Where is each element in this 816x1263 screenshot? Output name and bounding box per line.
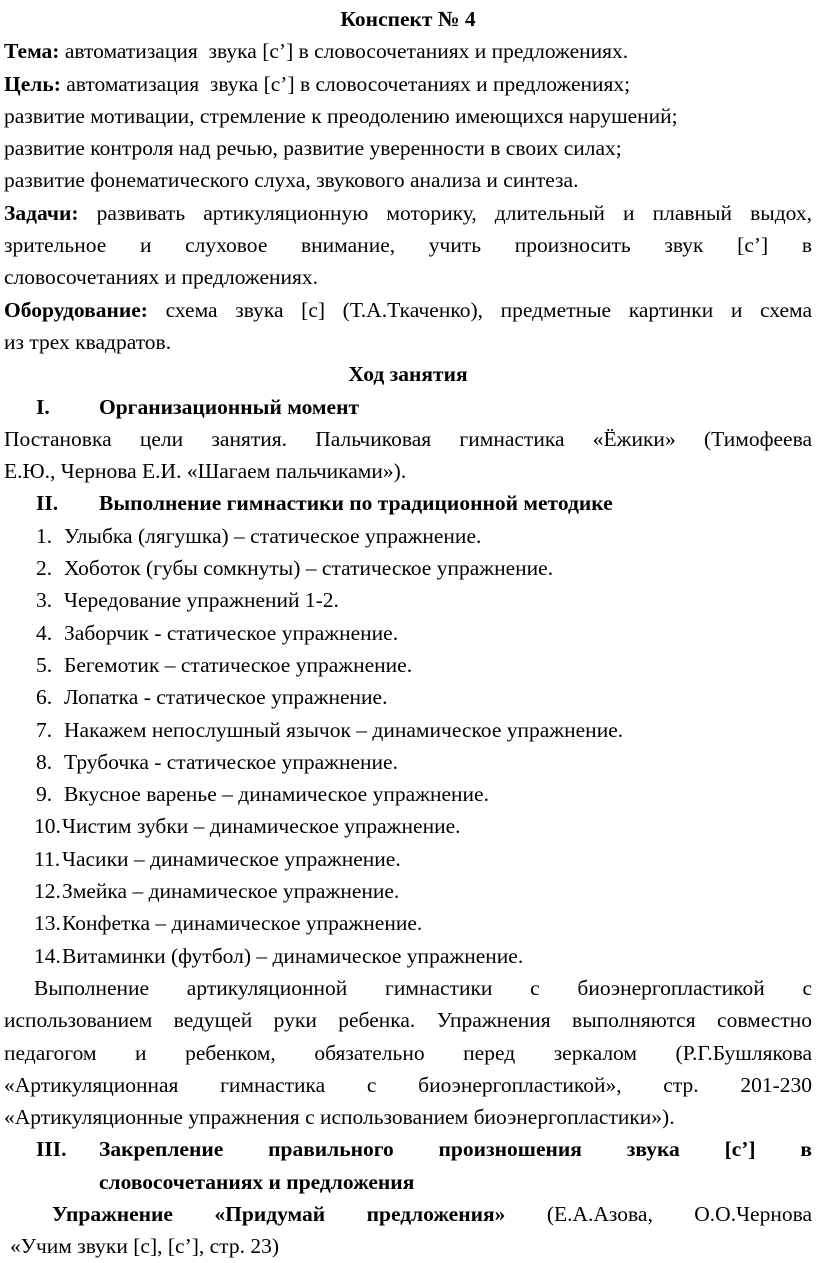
list-item-3 xyxy=(4,584,812,616)
list-marker: 12. xyxy=(34,879,61,904)
text-run-bold: Упражнение «Придумай предложения» xyxy=(52,1201,506,1226)
text-run: Улыбка (лягушка) – статическое упражнение. xyxy=(64,523,482,548)
list-marker: 4. xyxy=(36,620,53,645)
list-item-6 xyxy=(4,681,812,713)
text-run: зрительное и слуховое внимание, учить произносить звук [с’] в xyxy=(4,233,812,258)
text-run: развивать артикуляционную моторику, длительный и плавный выдох, xyxy=(78,200,812,225)
text-run: «Артикуляционная гимнастика с биоэнергопластикой», стр. 201-230 xyxy=(4,1072,812,1097)
list-marker: 11. xyxy=(34,846,61,871)
text-run: развитие контроля над речью, развитие уверенности в своих силах; xyxy=(4,136,622,161)
heading-numeral: I. xyxy=(36,394,50,419)
list-marker: 14. xyxy=(34,943,61,968)
heading-numeral: III. xyxy=(36,1137,67,1162)
heading-numeral: II. xyxy=(36,491,59,516)
heading-section-3-line-1 xyxy=(4,1133,812,1165)
para-zadachi-line-3 xyxy=(4,261,812,293)
text-run: Накажем непослушный язычок – динамическое упражнение. xyxy=(64,717,624,742)
list-item-1 xyxy=(4,520,812,552)
para-tsel-line-3 xyxy=(4,132,812,164)
text-run-bold: Конспект № 4 xyxy=(340,7,476,31)
text-run: схема звука [с] (Т.А.Ткаченко), предметные картинки и схема xyxy=(147,297,812,322)
text-run: автоматизация звука [с’] в словосочетаниях и предложениях. xyxy=(59,39,629,64)
text-run: (Е.А.Азова, О.О.Чернова xyxy=(505,1201,812,1226)
text-run-bold: Цель: xyxy=(4,71,61,96)
text-run: развитие мотивации, стремление к преодолению имеющихся нарушений; xyxy=(4,103,678,128)
text-run: из трех квадратов. xyxy=(4,329,172,354)
text-run-bold: Ход занятия xyxy=(348,362,468,387)
text-run: Выполнение артикуляционной гимнастики с биоэнергопластикой с xyxy=(34,975,812,1000)
text-run: Постановка цели занятия. Пальчиковая гимнастика «Ёжики» (Тимофеева xyxy=(4,426,812,451)
para-orgmoment-line-1 xyxy=(4,423,812,455)
section-title-hod-zanyatiya xyxy=(4,358,812,390)
list-marker: 13. xyxy=(34,911,61,936)
heading-section-2 xyxy=(4,487,812,519)
list-marker: 5. xyxy=(36,652,53,677)
text-run: использованием ведущей руки ребенка. Упражнения выполняются совместно xyxy=(4,1008,812,1033)
text-run: педагогом и ребенком, обязательно перед зеркалом (Р.Г.Бушлякова xyxy=(4,1040,812,1065)
text-run-bold: Закрепление правильного произношения звука [с’] в xyxy=(99,1137,812,1162)
text-run: Заборчик - статическое упражнение. xyxy=(64,620,399,645)
list-item-9 xyxy=(4,778,812,810)
text-run-bold: Тема: xyxy=(4,39,60,64)
text-run: Е.Ю., Чернова Е.И. «Шагаем пальчиками»). xyxy=(4,459,407,484)
para-oborudovanie-line-1 xyxy=(4,294,812,326)
text-run-bold: Задачи: xyxy=(4,200,79,225)
text-run: развитие фонематического слуха, звукового анализа и синтеза. xyxy=(4,168,579,193)
para-tema xyxy=(4,35,812,67)
list-item-11 xyxy=(4,843,812,875)
text-run: Чистим зубки – динамическое упражнение. xyxy=(62,814,461,839)
para-uprazhnenie-line-1 xyxy=(4,1198,812,1230)
list-marker: 2. xyxy=(36,556,53,581)
text-run: Часики – динамическое упражнение. xyxy=(62,846,401,871)
para-tsel-line-1 xyxy=(4,68,812,100)
heading-section-1 xyxy=(4,391,812,423)
para-oborudovanie-line-2 xyxy=(4,326,812,358)
list-item-4 xyxy=(4,617,812,649)
list-marker: 6. xyxy=(36,685,53,710)
list-item-10 xyxy=(4,810,812,842)
para-bioenergoplastika-line-5 xyxy=(4,1101,812,1133)
list-item-14 xyxy=(4,940,812,972)
para-zadachi-line-1 xyxy=(4,197,812,229)
text-run: Чередование упражнений 1-2. xyxy=(64,588,339,613)
text-run: словосочетаниях и предложениях. xyxy=(4,265,319,290)
para-tsel-line-4 xyxy=(4,164,812,196)
list-item-5 xyxy=(4,649,812,681)
text-run: Змейка – динамическое упражнение. xyxy=(62,879,400,904)
text-run-bold: словосочетаниях и предложения xyxy=(99,1169,415,1194)
text-run: Витаминки (футбол) – динамическое упражнение. xyxy=(62,943,524,968)
text-run: автоматизация звука [с’] в словосочетаниях и предложениях; xyxy=(60,71,631,96)
text-run: Хоботок (губы сомкнуты) – статическое упражнение. xyxy=(64,556,554,581)
list-marker: 3. xyxy=(36,588,53,613)
text-run-bold: Выполнение гимнастики по традиционной методике xyxy=(99,491,613,516)
para-bioenergoplastika-line-4 xyxy=(4,1069,812,1101)
text-run: Лопатка - статическое упражнение. xyxy=(64,685,388,710)
list-item-2 xyxy=(4,552,812,584)
list-marker: 7. xyxy=(36,717,53,742)
text-run: Бегемотик – статическое упражнение. xyxy=(64,652,413,677)
text-run: Трубочка - статическое упражнение. xyxy=(64,749,398,774)
text-run: Вкусное варенье – динамическое упражнение. xyxy=(64,782,489,807)
para-orgmoment-line-2 xyxy=(4,455,812,487)
list-item-7 xyxy=(4,714,812,746)
text-run: Конфетка – динамическое упражнение. xyxy=(62,911,423,936)
para-zadachi-line-2 xyxy=(4,229,812,261)
list-marker: 8. xyxy=(36,749,53,774)
para-bioenergoplastika-line-1 xyxy=(4,972,812,1004)
list-item-8 xyxy=(4,746,812,778)
list-marker: 9. xyxy=(36,782,53,807)
doc-title xyxy=(4,3,812,35)
text-run: «Учим звуки [с], [с’], стр. 23) xyxy=(10,1234,280,1259)
para-bioenergoplastika-line-3 xyxy=(4,1037,812,1069)
list-item-13 xyxy=(4,907,812,939)
list-marker: 1. xyxy=(36,523,53,548)
text-run-bold: Оборудование: xyxy=(4,297,148,322)
list-marker: 10. xyxy=(34,814,61,839)
heading-section-3-line-2 xyxy=(4,1166,812,1198)
text-run: «Артикуляционные упражнения с использованием биоэнергопластики»). xyxy=(4,1105,675,1130)
para-uprazhnenie-line-2 xyxy=(4,1230,812,1262)
list-item-12 xyxy=(4,875,812,907)
para-bioenergoplastika-line-2 xyxy=(4,1004,812,1036)
text-run-bold: Организационный момент xyxy=(99,394,360,419)
para-tsel-line-2 xyxy=(4,100,812,132)
